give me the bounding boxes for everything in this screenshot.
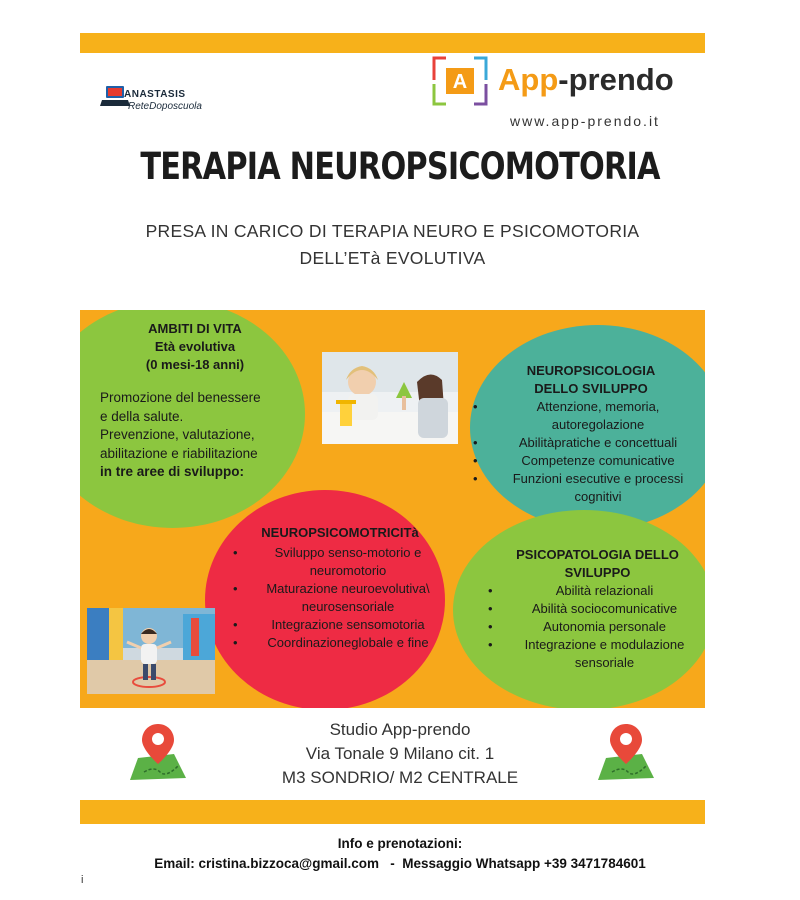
app-prendo-logo-icon — [432, 56, 488, 106]
psicopatologia-heading-1: PSICOPATOLOGIA DELLO — [516, 547, 679, 562]
child-balance-photo — [87, 608, 215, 694]
info-panel — [80, 310, 705, 708]
psicopatologia-block — [490, 546, 705, 672]
neuropsicomotricita-heading: NEUROPSICOMOTRICITà — [261, 525, 419, 540]
ambiti-text-3: Prevenzione, valutazione, — [100, 427, 255, 442]
neuropsicomotricita-list — [235, 544, 445, 652]
brand-prendo: -prendo — [558, 62, 674, 97]
brand-app: App — [498, 62, 559, 97]
neuropsicologia-list — [475, 398, 705, 506]
website-url: www.app-prendo.it — [510, 113, 660, 129]
ambiti-block — [100, 320, 290, 482]
neuropsicologia-heading-1: NEUROPSICOLOGIA — [526, 363, 656, 378]
ambiti-heading-1: AMBITI DI VITA — [148, 321, 242, 336]
anastasis-name: ANASTASIS — [124, 89, 186, 100]
address-line-2: Via Tonale 9 Milano cit. 1 — [305, 744, 495, 763]
ambiti-text-5: in tre aree di sviluppo: — [100, 464, 245, 479]
list-item: • Sviluppo senso-motorio e neuromotorio — [235, 544, 445, 580]
info-heading: Info e prenotazioni: — [337, 836, 463, 851]
anastasis-logo — [100, 82, 230, 116]
ambiti-text-2: e della salute. — [100, 408, 184, 424]
psicopatologia-heading-2: SVILUPPO — [564, 565, 631, 580]
page-title: TERAPIA NEUROPSICOMOTORIA — [140, 145, 660, 188]
contact-line: Email: cristina.bizzoca@gmail.com - Messaggio Whatsapp +39 3471784601 — [154, 856, 646, 871]
bottom-accent-bar — [80, 800, 705, 824]
list-item: • Autonomia personale — [490, 618, 705, 636]
ambiti-heading-3: (0 mesi-18 anni) — [145, 357, 245, 372]
anastasis-subtitle: ReteDoposcuola — [128, 101, 202, 112]
address-line-3: M3 SONDRIO/ M2 CENTRALE — [281, 768, 519, 787]
ambiti-heading-2: Età evolutiva — [154, 339, 236, 354]
list-item: • Integrazione sensomotoria — [235, 616, 445, 634]
list-item: • Abilità relazionali — [490, 582, 705, 600]
app-prendo-brand — [498, 62, 674, 98]
ambiti-text-1: Promozione del benessere — [100, 390, 261, 405]
ambiti-text-4: abilitazione e riabilitazione — [100, 445, 258, 461]
list-item: • Abilità sociocomunicative — [490, 600, 705, 618]
list-item: • Abilitàpratiche e concettuali — [475, 434, 705, 452]
list-item: • Attenzione, memoria, autoregolazione — [475, 398, 705, 434]
list-item: • Integrazione e modulazione sensoriale — [490, 636, 705, 672]
subtitle-line-2: DELL’ETà EVOLUTIVA — [299, 248, 486, 268]
page-mark: i — [81, 874, 84, 886]
psicopatologia-list — [490, 582, 705, 672]
address-line-1: Studio App-prendo — [329, 720, 471, 739]
list-item: • Maturazione neuroevolutiva\ neurosensoriale — [235, 580, 445, 616]
list-item: • Coordinazioneglobale e fine — [235, 634, 445, 652]
neuropsicologia-heading-2: DELLO SVILUPPO — [534, 381, 648, 396]
top-accent-bar — [80, 33, 705, 53]
subtitle-line-1: PRESA IN CARICO DI TERAPIA NEURO E PSICOMOTORIA — [145, 221, 640, 241]
app-logo-letter: A — [452, 71, 468, 93]
neuropsicologia-block — [475, 362, 705, 506]
neuropsicomotricita-block — [235, 524, 445, 652]
child-therapy-photo — [322, 352, 458, 444]
list-item: • Funzioni esecutive e processi cognitivi — [475, 470, 705, 506]
list-item: • Competenze comunicative — [475, 452, 705, 470]
